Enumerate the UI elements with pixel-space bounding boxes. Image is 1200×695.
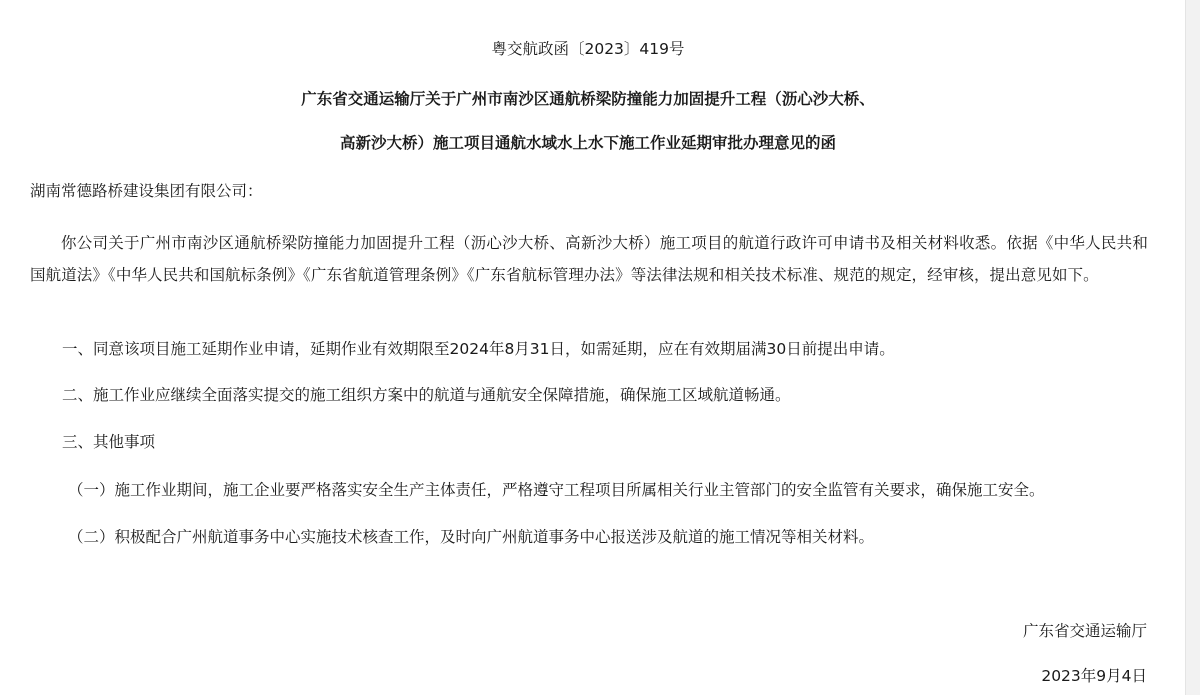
sub-item-2: （二）积极配合广州航道事务中心实施技术核查工作，及时向广州航道事务中心报送涉及航道的施工情况等相关材料。 [68,528,875,546]
signature-date: 2023年9月4日 [1041,667,1147,685]
intro-paragraph: 你公司关于广州市南沙区通航桥梁防撞能力加固提升工程（沥心沙大桥、高新沙大桥）施工项目的航道行政许可申请书及相关材料收悉。依据《中华人民共和国航道法》《中华人民共和国航标条例》《广东省航道管理条例》《广东省航标管理办法》等法律法规和相关技术标准、规范的规定，经审核，提出意见如下。 [30,234,1148,284]
page-right-edge [1185,0,1200,695]
addressee: 湖南常德路桥建设集团有限公司： [30,182,263,200]
document-number: 粤交航政函〔2023〕419号 [491,40,685,58]
sub-item-1: （一）施工作业期间，施工企业要严格落实安全生产主体责任，严格遵守工程项目所属相关行业主管部门的安全监管有关要求，确保施工安全。 [68,481,1045,499]
item-2: 二、施工作业应继续全面落实提交的施工组织方案中的航道与通航安全保障措施，确保施工区域航道畅通。 [62,386,791,404]
signature-organization: 广东省交通运输厅 [1022,622,1147,640]
document-title-line-2: 高新沙大桥）施工项目通航水域水上水下施工作业延期审批办理意见的函 [339,134,836,152]
item-3-heading: 三、其他事项 [62,433,156,451]
document-title-line-1: 广东省交通运输厅关于广州市南沙区通航桥梁防撞能力加固提升工程（沥心沙大桥、 [301,90,875,108]
item-1: 一、同意该项目施工延期作业申请，延期作业有效期限至2024年8月31日，如需延期，应在有效期届满30日前提出申请。 [62,340,895,358]
